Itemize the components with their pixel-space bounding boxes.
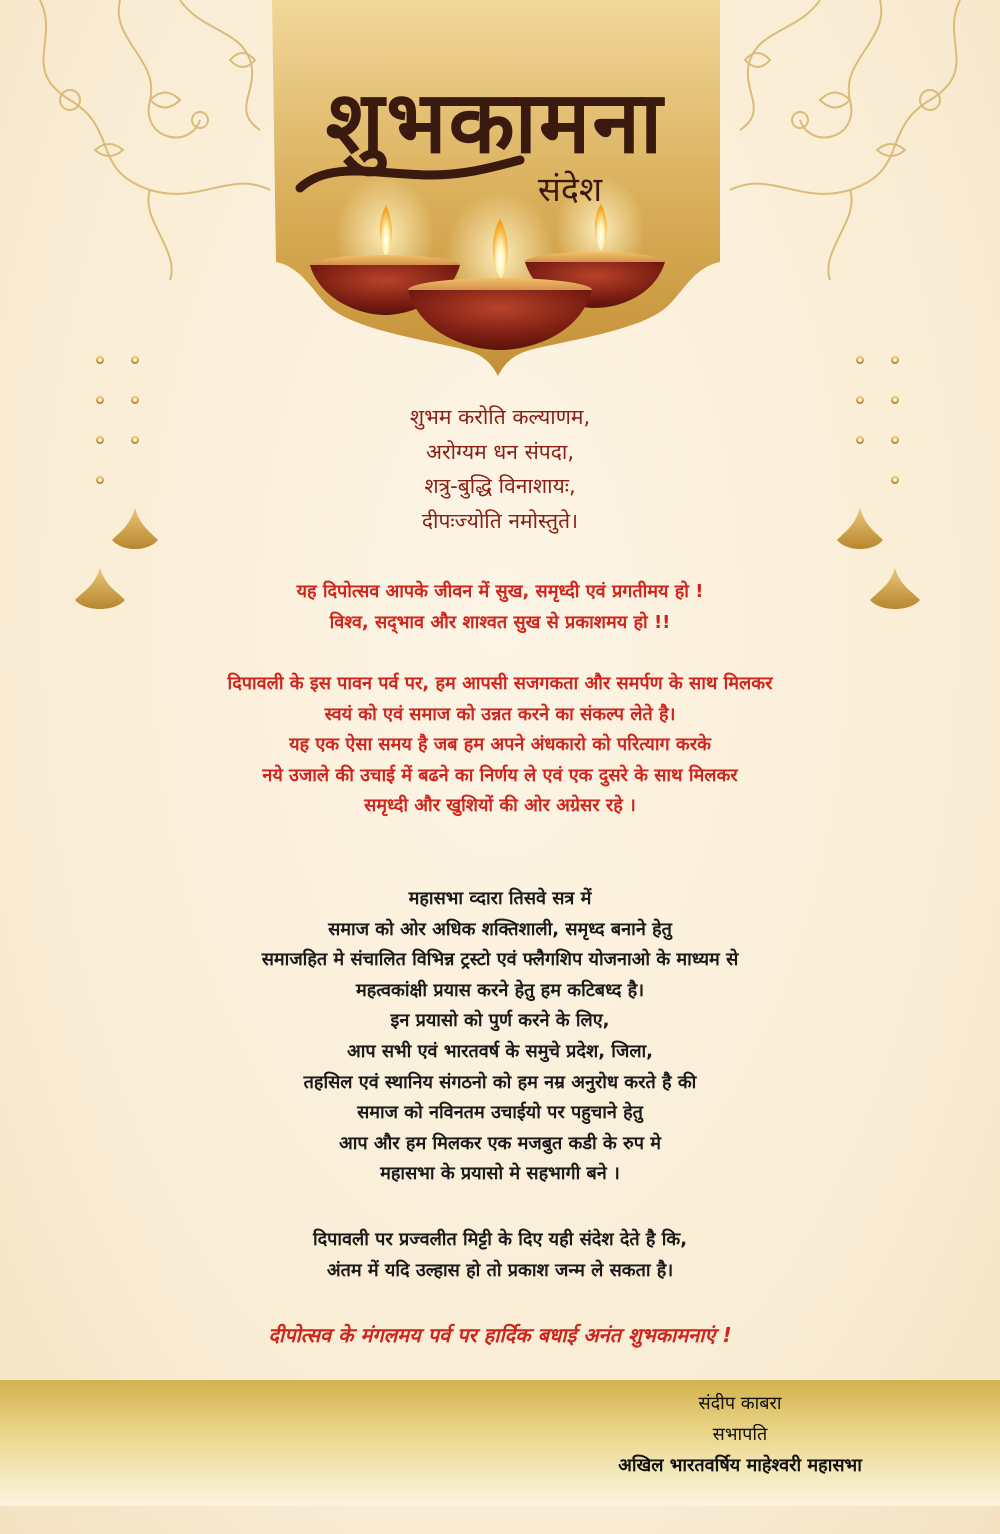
resolve-line: स्वयं को एवं समाज को उन्नत करने का संकल्प लेते है। — [324, 703, 676, 725]
message-line: अंतम में यदि उल्हास हो तो प्रकाश जन्म ले सकता है। — [326, 1259, 674, 1281]
mahasabha-line: इन प्रयासो को पुर्ण करने के लिए, — [390, 1010, 610, 1032]
closing-greeting: दीपोत्सव के मंगलमय पर्व पर हार्दिक बधाई अनंत शुभकामनाएं ! — [268, 1323, 732, 1347]
mahasabha-line: समाज को नविनतम उचाईयो पर पहुचाने हेतु — [357, 1102, 643, 1124]
message-line: दिपावली पर प्रज्वलीत मिट्टी के दिए यही संदेश देते है कि, — [312, 1229, 688, 1250]
mahasabha-line: महासभा के प्रयासो मे सहभागी बने । — [380, 1163, 620, 1185]
shloka-block — [100, 400, 900, 538]
resolve-line: दिपावली के इस पावन पर्व पर, हम आपसी सजगकता और समर्पण के साथ मिलकर — [227, 673, 773, 694]
mahasabha-line: महत्वकांक्षी प्रयास करने हेतु हम कटिबध्द है। — [355, 979, 645, 1001]
shloka-line: शत्रु-बुद्धि विनाशायः, — [424, 474, 576, 498]
mahasabha-line: आप सभी एवं भारतवर्ष के समुचे प्रदेश, जिला, — [346, 1040, 654, 1062]
resolve-line: यह एक ऐसा समय है जब हम अपने अंधकारो को परित्याग करके — [289, 734, 711, 755]
signature-block — [590, 1388, 890, 1481]
resolve-line: नये उजाले की उचाई में बढने का निर्णय ले एवं एक दुसरे के साथ मिलकर — [262, 764, 738, 786]
mahasabha-line: समाजहित मे संचालित विभिन्न ट्रस्टो एवं फ्लैगशिप योजनाओ के माध्यम से — [261, 949, 739, 971]
wish-line: विश्व, सद्‌भाव और शाश्वत सुख से प्रकाशमय हो !! — [329, 611, 671, 633]
mahasabha-line: समाज को ओर अधिक शक्तिशाली, समृध्द बनाने हेतु — [328, 918, 672, 940]
signatory-organization: अखिल भारतवर्षिय माहेश्वरी महासभा — [618, 1455, 862, 1476]
floral-ornament-right — [730, 0, 960, 280]
wishes-block — [100, 577, 900, 638]
mahasabha-block — [100, 884, 900, 1190]
mahasabha-line: महासभा व्दारा तिसवे सत्र में — [408, 888, 592, 909]
floral-ornament-left — [40, 0, 270, 280]
message-block — [100, 1225, 900, 1286]
signatory-name: संदीप काबरा — [698, 1393, 782, 1414]
signatory-designation: सभापति — [712, 1424, 768, 1445]
shloka-line: दीपःज्योति नमोस्तुते। — [421, 508, 579, 533]
resolve-line: समृध्दी और खुशियों की ओर अग्रेसर रहे । — [364, 795, 636, 816]
resolve-block — [100, 669, 900, 822]
shloka-line: शुभम करोति कल्याणम, — [409, 405, 591, 429]
page-title: शुभकामना — [325, 72, 665, 173]
wish-line: यह दिपोत्सव आपके जीवन में सुख, समृध्दी एवं प्रगतीमय हो ! — [296, 581, 704, 602]
mahasabha-line: आप और हम मिलकर एक मजबुत कडी के रुप मे — [338, 1132, 662, 1154]
mahasabha-line: तहसिल एवं स्थानिय संगठनो को हम नम्र अनुरोध करते है की — [303, 1071, 697, 1093]
page-subtitle: संदेश — [537, 170, 603, 210]
shloka-line: अरोग्यम धन संपदा, — [425, 439, 575, 464]
